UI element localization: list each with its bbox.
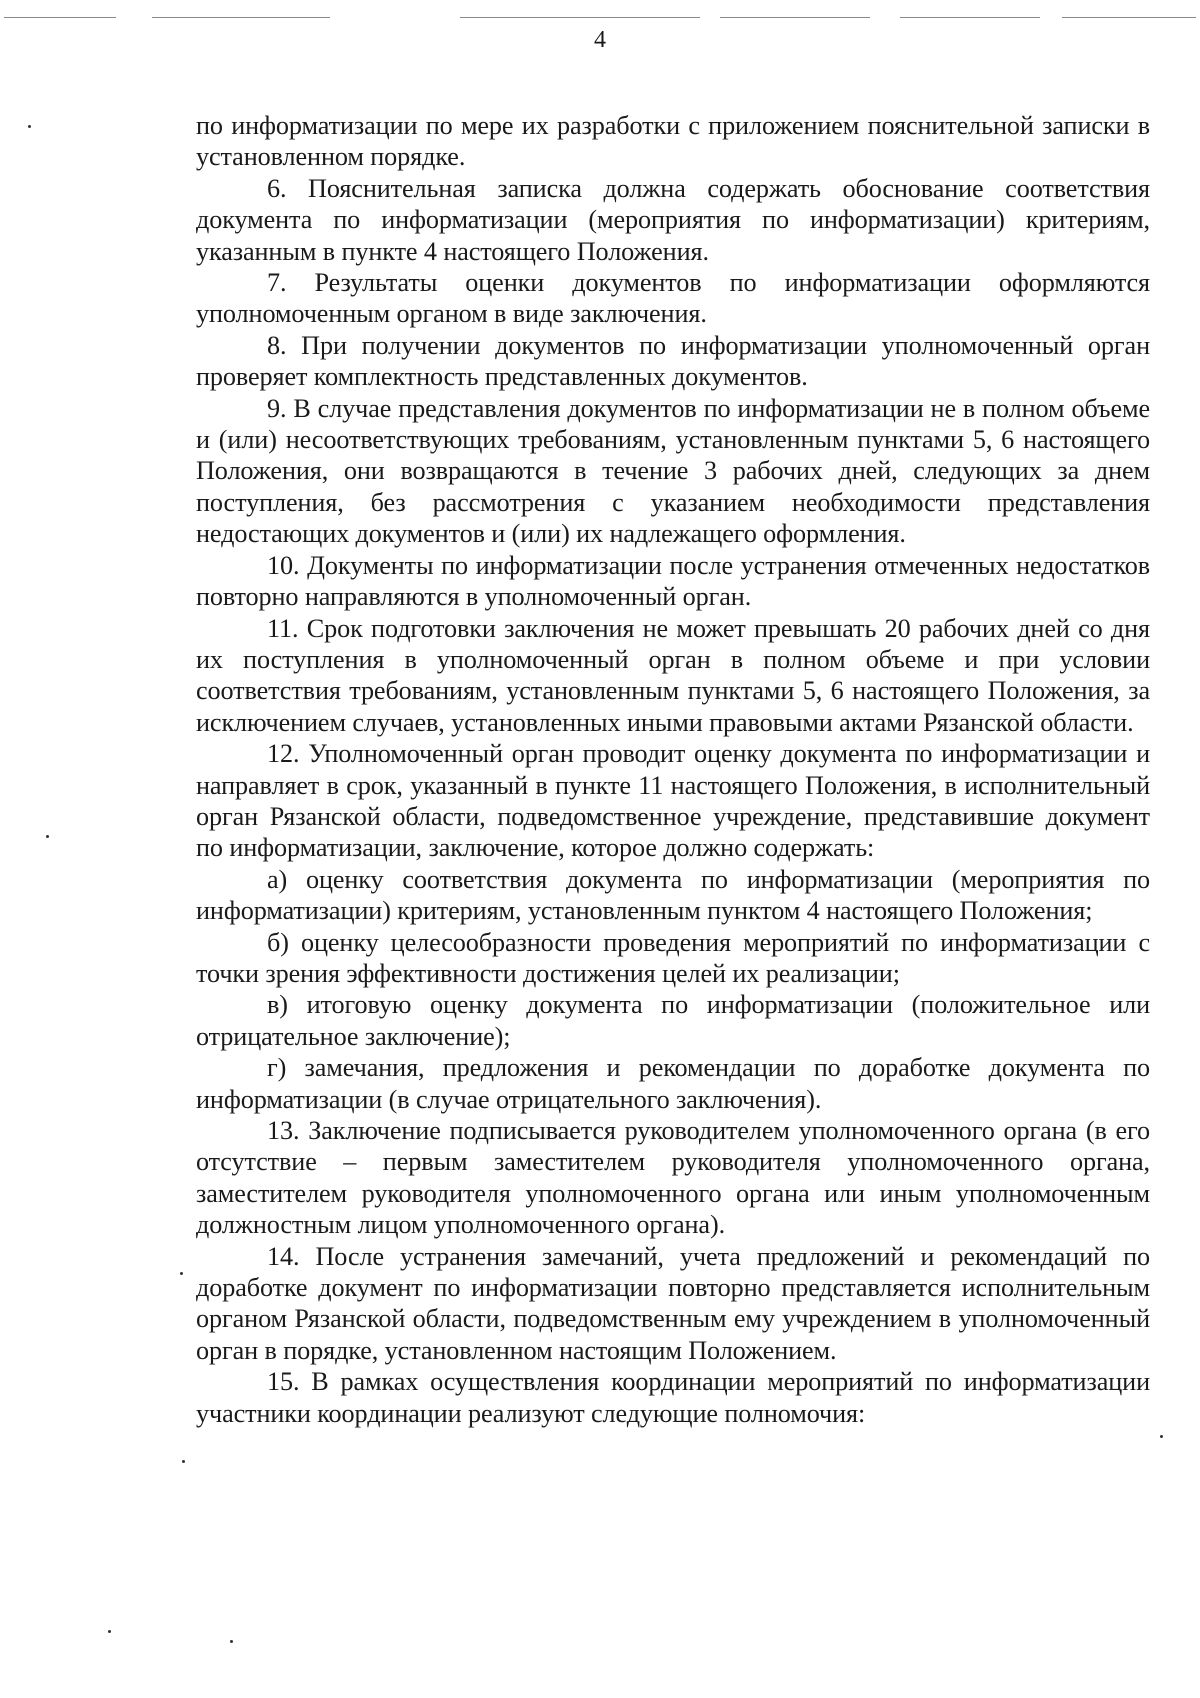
paragraph: 13. Заключение подписывается руководителем уполномоченного органа (в его отсутствие – первым заместителем руководителя уполномоченного органа, заместителем руководителя уполномоченного органа или иным уполномоченным должностным лицом уполномоченного органа). bbox=[196, 1116, 1150, 1240]
document-body bbox=[196, 110, 1150, 1429]
paragraph: 15. В рамках осуществления координации мероприятий по информатизации участники координации реализуют следующие полномочия: bbox=[196, 1367, 1150, 1428]
paragraph: 14. После устранения замечаний, учета предложений и рекомендаций по доработке документ по информатизации повторно представляется исполнительным органом Рязанской области, подведомственным ему учреждением в уполномоченный орган в порядке, установленном настоящим Положением. bbox=[196, 1241, 1150, 1365]
paragraph: 9. В случае представления документов по информатизации не в полном объеме и (или) несоответствующих требованиям, установленным пунктами 5, 6 настоящего Положения, они возвращаются в течение 3 рабочих дней, следующих за днем поступления, без рассмотрения с указанием необходимости представления недостающих документов и (или) их надлежащего оформления. bbox=[196, 393, 1150, 549]
scan-speck bbox=[230, 1640, 233, 1643]
scan-edge-line bbox=[720, 17, 870, 18]
scan-edge-line bbox=[900, 17, 1040, 18]
paragraph: 8. При получении документов по информатизации уполномоченный орган проверяет комплектность представленных документов. bbox=[196, 330, 1150, 392]
scan-edge-line bbox=[460, 17, 700, 18]
paragraph: 6. Пояснительная записка должна содержать обоснование соответствия документа по информатизации (мероприятия по информатизации) критериям, указанным в пункте 4 настоящего Положения. bbox=[196, 173, 1150, 266]
scan-edge-line bbox=[4, 17, 116, 18]
paragraph: в) итоговую оценку документа по информатизации (положительное или отрицательное заключение); bbox=[196, 990, 1150, 1051]
paragraph: б) оценку целесообразности проведения мероприятий по информатизации с точки зрения эффективности достижения целей их реализации; bbox=[196, 927, 1150, 988]
scan-speck bbox=[180, 1272, 183, 1275]
scan-edge-line bbox=[1062, 17, 1196, 18]
paragraph: 12. Уполномоченный орган проводит оценку документа по информатизации и направляет в срок, указанный в пункте 11 настоящего Положения, в исполнительный орган Рязанской области, подведомственное учреждение, представившие документ по информатизации, заключение, которое должно содержать: bbox=[196, 739, 1150, 863]
scan-speck bbox=[28, 125, 31, 128]
paragraph: 11. Срок подготовки заключения не может превышать 20 рабочих дней со дня их поступления в уполномоченный орган в полном объеме и при условии соответствия требованиям, установленным пунктами 5, 6 настоящего Положения, за исключением случаев, установленных иными правовыми актами Рязанской области. bbox=[196, 613, 1150, 737]
paragraph: а) оценку соответствия документа по информатизации (мероприятия по информатизации) критериям, установленным пунктом 4 настоящего Положения; bbox=[196, 864, 1150, 926]
scan-speck bbox=[108, 1630, 111, 1633]
paragraph: г) замечания, предложения и рекомендации по доработке документа по информатизации (в случае отрицательного заключения). bbox=[196, 1053, 1150, 1114]
scan-speck bbox=[182, 1460, 185, 1463]
scan-edge-line bbox=[152, 17, 330, 18]
scan-speck bbox=[46, 835, 49, 838]
page-number: 4 bbox=[594, 27, 606, 53]
scan-speck bbox=[1160, 1435, 1163, 1438]
paragraph: 10. Документы по информатизации после устранения отмеченных недостатков повторно направляются в уполномоченный орган. bbox=[196, 550, 1150, 612]
paragraph: по информатизации по мере их разработки с приложением пояснительной записки в установленном порядке. bbox=[196, 111, 1150, 172]
paragraph: 7. Результаты оценки документов по информатизации оформляются уполномоченным органом в виде заключения. bbox=[196, 268, 1150, 329]
